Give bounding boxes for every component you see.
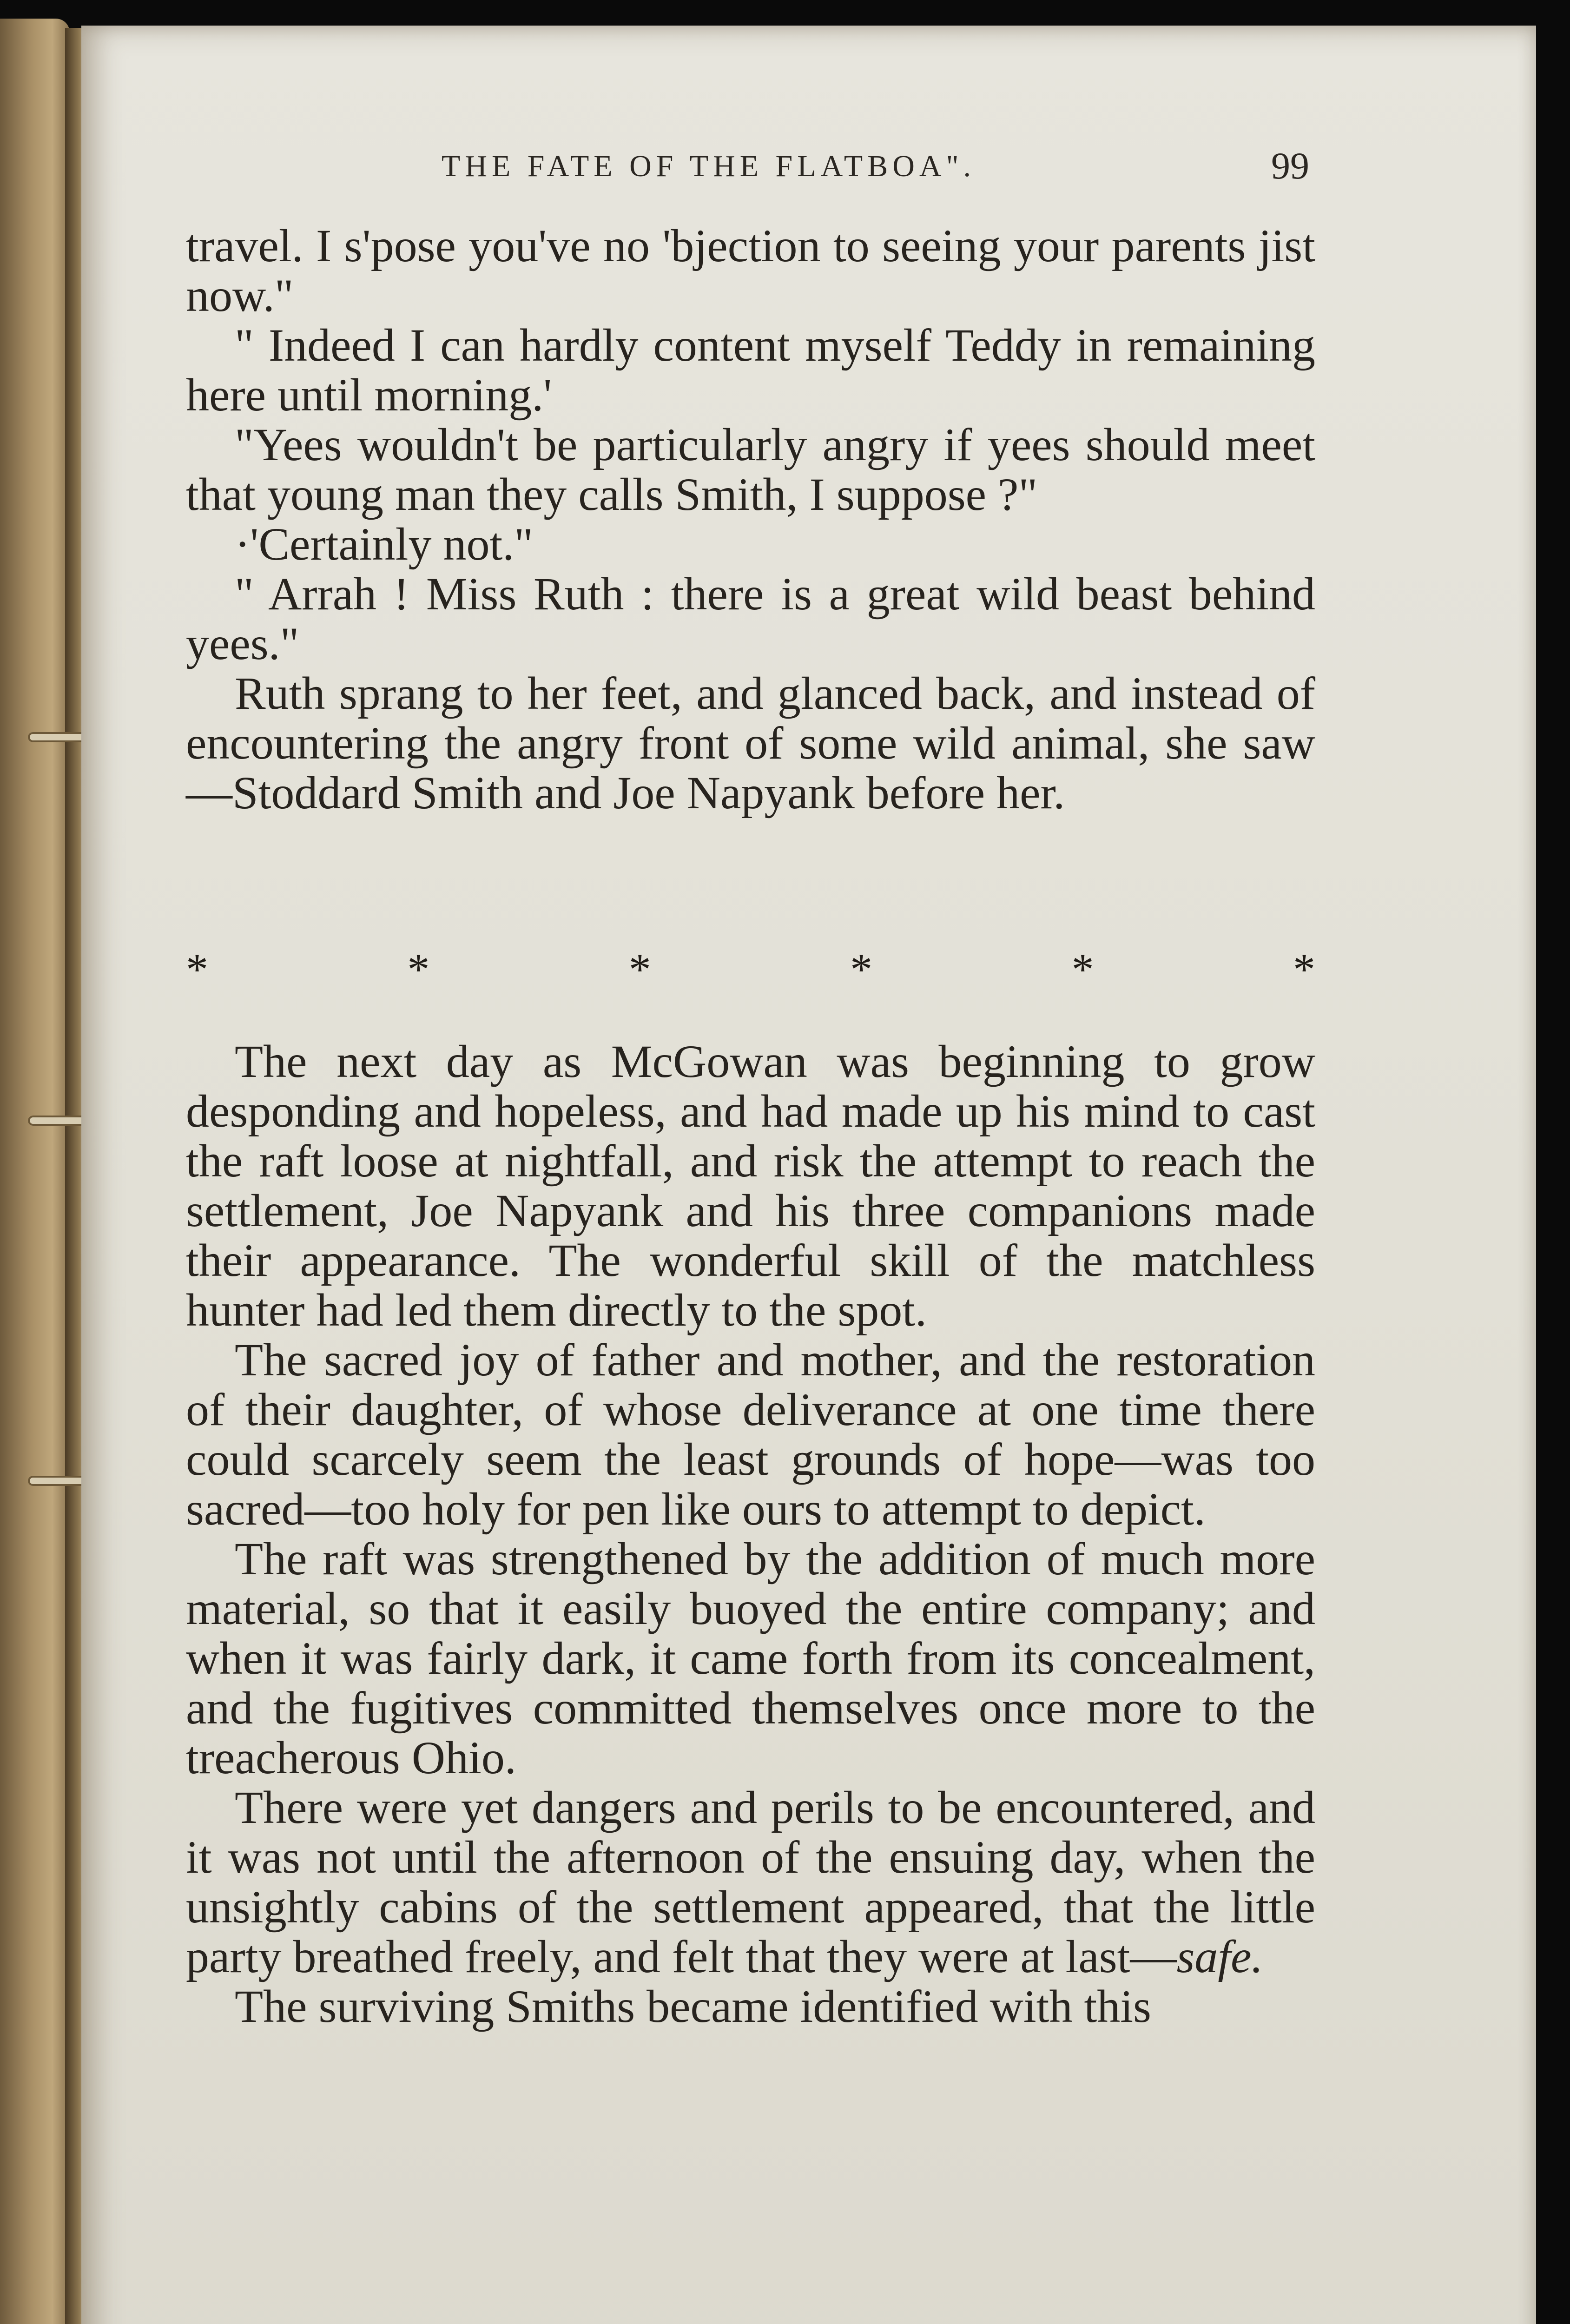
paragraph: The raft was strengthened by the addition of much more material, so that it easily buoyed the entire company; and when it was fairly dark, it came forth from its concealment, and the fugitives committed themselves once more to the treacherous Ohio. bbox=[186, 1533, 1315, 1783]
section-break-asterisks bbox=[186, 944, 1315, 994]
paragraph: The sacred joy of father and mother, and the restoration of their daughter, of whose deliverance at one time there could scarcely seem the least grounds of hope—was too sacred—too holy for pen like ours to attempt to depict. bbox=[186, 1334, 1315, 1535]
book-page bbox=[81, 26, 1536, 2324]
text-block-top bbox=[186, 221, 1315, 818]
page-number: 99 bbox=[1271, 145, 1309, 187]
asterisk: * bbox=[1071, 944, 1094, 994]
asterisk: * bbox=[186, 944, 208, 994]
paragraph: " Arrah ! Miss Ruth : there is a great wild beast behind yees." bbox=[186, 568, 1315, 669]
text-block-bottom bbox=[186, 1037, 1315, 2031]
asterisk: * bbox=[407, 944, 430, 994]
binding-stitch bbox=[28, 732, 88, 742]
binding-stitch bbox=[28, 1476, 88, 1486]
paragraph bbox=[186, 1783, 1315, 1981]
paragraph: " Indeed I can hardly content myself Teddy in remaining here until morning.' bbox=[186, 319, 1315, 421]
paragraph-text: There were yet dangers and perils to be encountered, and it was not until the afternoon of the ensuing day, when the unsightly cabins of the settlement appeared, that the little party breathed freely, and felt that they were at last— bbox=[186, 1782, 1315, 1982]
paragraph: travel. I s'pose you've no 'bjection to seeing your parents jist now." bbox=[186, 220, 1315, 321]
page-header bbox=[81, 144, 1536, 195]
asterisk: * bbox=[628, 944, 651, 994]
left-page-edge bbox=[0, 19, 70, 2324]
asterisk: * bbox=[1293, 944, 1315, 994]
italic-word: safe. bbox=[1176, 1931, 1263, 1982]
paragraph: ·'Certainly not." bbox=[235, 518, 534, 570]
paragraph: The next day as McGowan was beginning to grow desponding and hopeless, and had made up his mind to cast the raft loose at nightfall, and risk the attempt to reach the settlement, Joe Napyank and his three companions made their appearance. The wonderful skill of the matchless hunter had led them directly to the spot. bbox=[186, 1036, 1315, 1336]
paragraph: "Yees wouldn't be particularly angry if yees should meet that young man they calls Smith, I suppose ?" bbox=[186, 419, 1315, 520]
paragraph: Ruth sprang to her feet, and glanced back, and instead of encountering the angry front of some wild animal, she saw—Stoddard Smith and Joe Napyank before her. bbox=[186, 667, 1315, 819]
running-head: THE FATE OF THE FLATBOA". bbox=[442, 149, 976, 183]
paragraph: The surviving Smiths became identified with this bbox=[235, 1981, 1151, 2032]
binding-stitch bbox=[28, 1116, 88, 1126]
asterisk: * bbox=[850, 944, 873, 994]
